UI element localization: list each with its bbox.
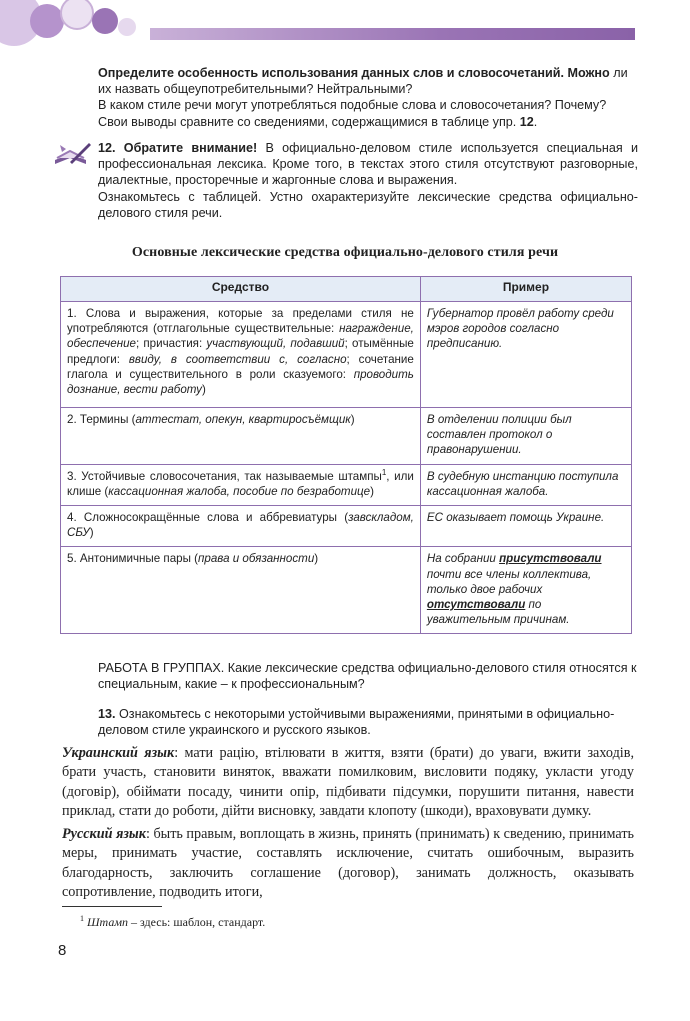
cell-example-italic: ввиду, в соответствии с, согласно — [128, 352, 347, 366]
header-band — [150, 28, 635, 40]
cell-text: 3. Устойчивые словосочетания, так называемые штампы — [67, 469, 382, 483]
cell-example-italic: аттестат, опекун, квартиросъёмщик — [135, 413, 351, 426]
footnote-number: 1 — [80, 914, 84, 923]
decor-circle — [92, 8, 118, 34]
ukrainian-expressions — [62, 744, 634, 822]
russian-label: Русский язык — [62, 826, 146, 842]
group-task-text: Какие лексические средства официально-делового стиля относятся к специальным, какие – к профессиональным? — [98, 661, 637, 692]
decor-circle — [30, 4, 64, 38]
footnote-word: Штамп — [87, 915, 128, 929]
cell-text: ) — [314, 552, 319, 566]
table-cell-example: В отделении полиции был составлен протокол о правонарушении. — [420, 408, 631, 465]
table-row — [61, 506, 632, 547]
exercise-12-body: В официально-деловом стиле используется специальная и профессиональная лексика. Кроме того, в текстах этого стиля отсутствуют разговорные, диалектные, просторечные и жаргонные слова и выражения. — [98, 141, 638, 188]
cell-example-italic: награждение, обеспечение — [67, 322, 414, 351]
cell-example-italic: участвующий, подавший — [206, 337, 345, 351]
table-cell-means — [61, 506, 421, 547]
table-cell-means — [61, 302, 421, 408]
exercise-12-heading: 12. Обратите внимание! — [98, 141, 258, 155]
ukrainian-list: : мати рацію, втілювати в життя, взяти (брати) до уваги, вжити заходів, брати участь, становити виняток, вважати помилковим, висловити подяку, укласти угоду (договір), обіймати посаду, чинити опір, підбивати підсумки, порушити питання, навести приклад, стати до роботи, дійти висновку, завдати клопоту (шкоди), враховувати думку. — [62, 745, 634, 820]
exercise-12-text — [98, 140, 638, 221]
column-header-example: Пример — [420, 277, 631, 302]
table-cell-means — [61, 547, 421, 634]
ukrainian-label: Украинский язык — [62, 745, 175, 761]
cell-highlight: отсутствовали — [426, 598, 526, 612]
column-header-means: Средство — [61, 277, 421, 302]
page-header-decoration — [0, 0, 690, 46]
cell-text: 5. Антонимичные пары ( — [67, 552, 199, 566]
table-row — [61, 408, 632, 465]
cell-example-italic: кассационная жалоба, пособие по безработице — [108, 484, 371, 498]
table-row — [61, 547, 632, 634]
cell-highlight: присутствовали — [499, 552, 602, 566]
table-row — [61, 464, 632, 505]
table-cell-means — [61, 464, 421, 505]
cell-example-italic: завскладом, СБУ — [67, 511, 414, 540]
cell-text: ) — [89, 526, 94, 540]
table-cell-example: Губернатор провёл работу среди мэров городов согласно предписанию. — [420, 302, 631, 408]
cell-example-italic: права и обязанности — [198, 552, 315, 566]
cell-text: ) — [350, 413, 355, 426]
page-number: 8 — [58, 942, 67, 959]
table-cell-example: ЕС оказывает помощь Украине. — [420, 506, 631, 547]
cell-text: по уважительным причинам. — [426, 598, 570, 627]
cell-text: 1. Слова и выражения, которые за пределами стиля не употребляются (отглагольные существительные: — [67, 307, 414, 336]
exercise-13-body: Ознакомьтесь с некоторыми устойчивыми выражениями, принятыми в официально-деловом стиле украинского и русского языков. — [98, 707, 615, 738]
exercise-11-bold: Определите особенность использования данных слов и словосочетаний. Можно — [98, 66, 610, 80]
cell-text: почти все члены коллектива, только двое рабочих — [426, 567, 592, 596]
cell-example-italic: проводить дознание, вести работу — [67, 367, 414, 397]
footnote-text: – здесь: шаблон, стандарт. — [128, 915, 266, 929]
russian-expressions — [62, 825, 634, 903]
cell-text: ; причастия: — [136, 337, 207, 351]
footnote-marker: 1 — [381, 467, 387, 477]
exercise-11-line1: ли их назвать общеупотребительными? Нейтральными? — [98, 66, 628, 97]
russian-list: : быть правым, воплощать в жизнь, принять (принимать) к сведению, принимать меры, принимать участие, составлять исключение, считать ошибочным, выразить благодарность, заключить соглашение (договор), занимать должность, оказывать сопротивление, подводить итоги, — [62, 826, 635, 901]
cell-text: ) — [201, 383, 206, 397]
table-cell-means — [61, 408, 421, 465]
cell-text: , или клише ( — [67, 469, 414, 498]
cell-text: На собрании — [426, 552, 500, 566]
book-pen-icon — [52, 140, 92, 168]
decor-circle — [118, 18, 136, 36]
cell-text: 2. Термины ( — [67, 413, 136, 426]
table-row — [61, 302, 632, 408]
group-task — [98, 660, 638, 692]
footnote-divider — [62, 906, 162, 907]
table-header-row — [61, 277, 632, 302]
exercise-12-task: Ознакомьтесь с таблицей. Устно охарактеризуйте лексические средства официально-делового стиля речи. — [98, 189, 638, 220]
footnote — [80, 914, 265, 930]
cell-text: ; сочетание глагола и существительного в роли сказуемого: — [67, 352, 414, 381]
punct: . — [533, 114, 538, 129]
exercise-11-line2: В каком стиле речи могут употребляться подобные слова и словосочетания? Почему? Свои выводы сравните со сведениями, содержащимися в таблице упр. — [98, 98, 607, 129]
lexical-means-table — [60, 276, 632, 634]
exercise-13-text — [98, 706, 638, 738]
exercise-11-text — [98, 65, 638, 130]
table-title: Основные лексические средства официально-делового стиля речи — [131, 245, 559, 260]
cell-text: ) — [370, 484, 374, 498]
cell-text: 4. Сложносокращённые слова и аббревиатуры ( — [67, 511, 349, 525]
table-cell-example: В судебную инстанцию поступила кассационная жалоба. — [420, 464, 631, 505]
group-task-caps: РАБОТА В ГРУППАХ. — [98, 661, 225, 675]
exercise-ref: 12 — [519, 114, 534, 129]
exercise-13-number: 13. — [98, 707, 116, 721]
decor-circle — [60, 0, 94, 30]
cell-text: ; отымённые предлоги: — [67, 337, 414, 366]
table-cell-example — [420, 547, 631, 634]
